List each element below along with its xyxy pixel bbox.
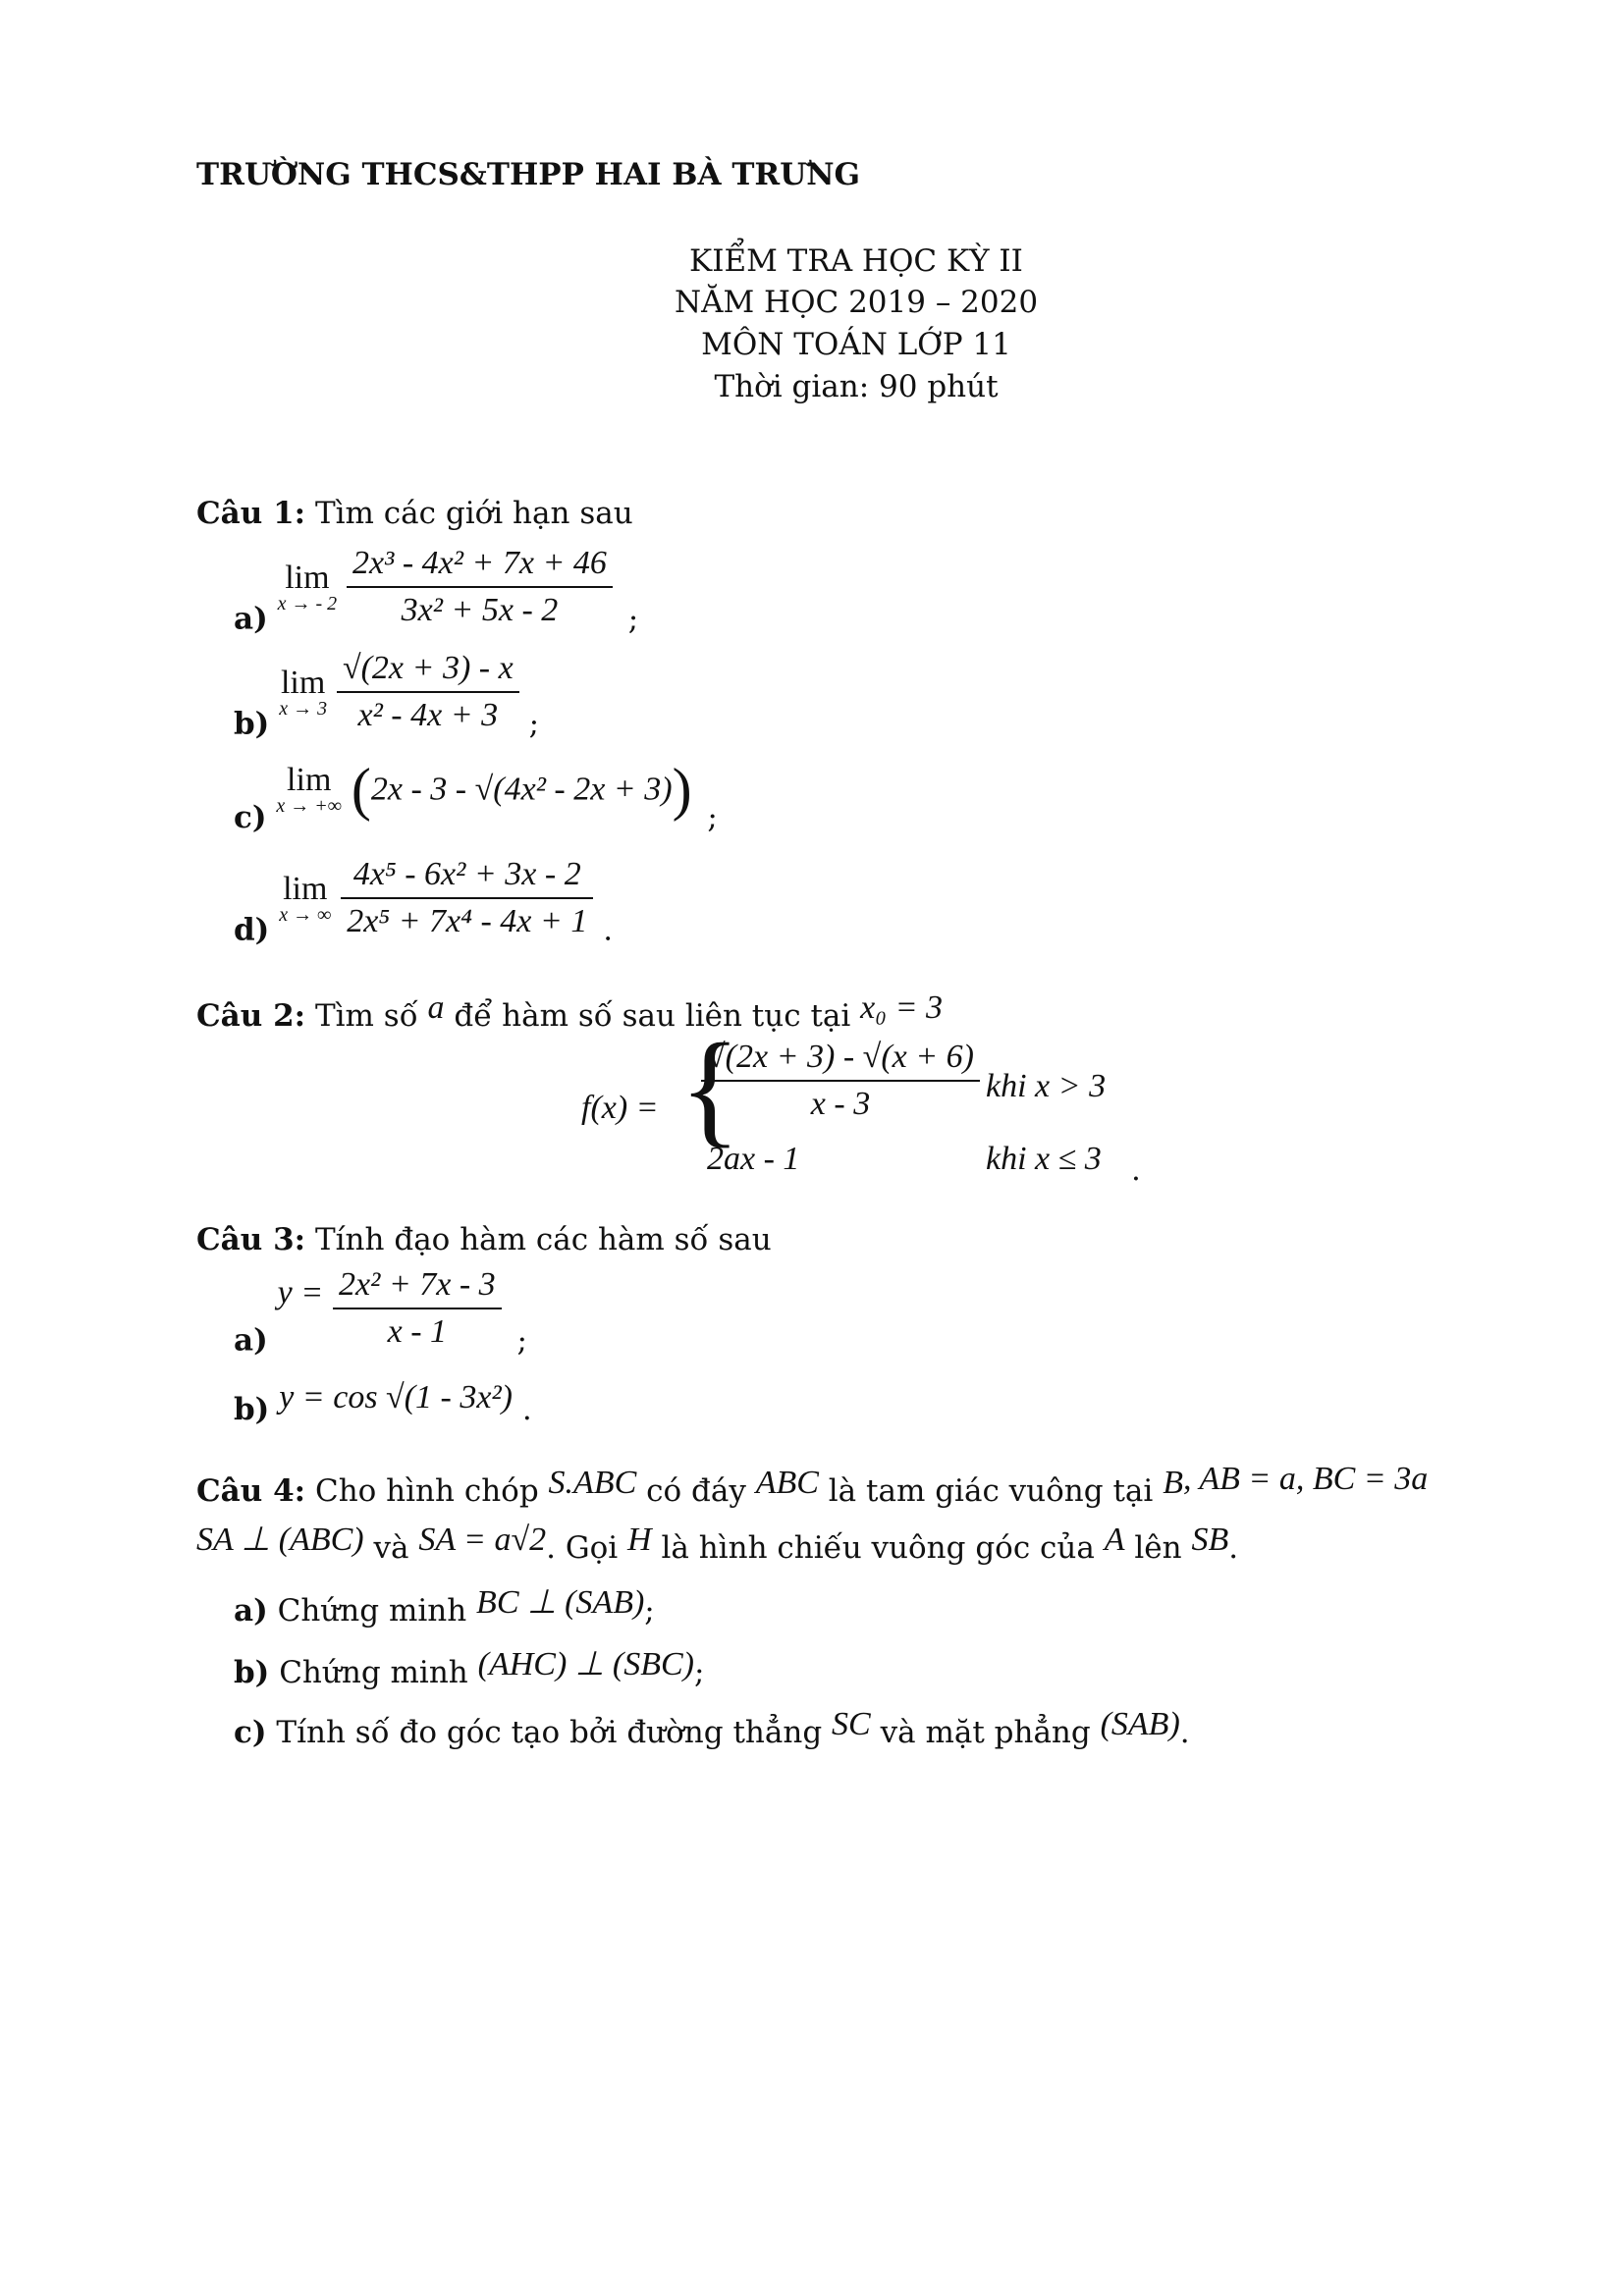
variable: a	[427, 989, 445, 1026]
question-1-heading	[196, 496, 633, 531]
question-text: và mặt phẳng	[880, 1715, 1091, 1750]
math-inline: A	[1104, 1522, 1125, 1558]
question-1c: c) lim x → +∞ (2x - 3 - √(4x² - 2x + 3)) ;	[234, 757, 718, 835]
math-inline: SA ⊥ (ABC)	[196, 1522, 364, 1558]
question-3a	[234, 1266, 527, 1359]
numerator: 4x⁵ - 6x² + 3x - 2	[341, 856, 593, 899]
point: x₀ = 3	[860, 989, 944, 1026]
item-label: d)	[234, 912, 270, 948]
denominator: 3x² + 5x - 2	[401, 592, 559, 628]
item-end: ;	[528, 706, 540, 742]
item-label: c)	[234, 1715, 267, 1750]
math-inline: B	[1163, 1465, 1183, 1501]
question-text: có đáy	[646, 1473, 746, 1509]
limit-operator: lim x → ∞	[279, 870, 332, 926]
item-label: b)	[234, 706, 270, 742]
case-2-condition: khi x ≤ 3	[986, 1141, 1102, 1177]
question-text: Tính số đo góc tạo bởi đường thẳng	[276, 1715, 823, 1750]
question-4b	[234, 1644, 704, 1690]
question-text: Tìm các giới hạn sau	[314, 496, 633, 531]
question-3-heading	[196, 1222, 772, 1257]
question-4-line-2: SA ⊥ (ABC) và SA = a√2. Gọi H là hình chiếu vuông góc của A lên SB.	[196, 1522, 1239, 1566]
case-2: 2ax - 1	[707, 1141, 800, 1177]
question-1a	[234, 545, 638, 637]
question-text: Chứng minh	[277, 1593, 467, 1629]
limit-expression: 2x - 3 - √(4x² - 2x + 3)	[370, 771, 673, 808]
item-end: ;	[707, 800, 718, 835]
denominator: 2x⁵ + 7x⁴ - 4x + 1	[347, 903, 588, 939]
exam-title: KIỂM TRA HỌC KỲ II	[689, 243, 1023, 279]
exam-subject: MÔN TOÁN LỚP 11	[701, 327, 1011, 362]
case-1-condition: khi x > 3	[986, 1068, 1107, 1104]
function-name: f(x) =	[581, 1090, 659, 1126]
math-inline: SC	[832, 1706, 871, 1742]
item-end: ;	[627, 601, 639, 637]
limit-operator: lim x → +∞	[276, 762, 343, 817]
item-label: b)	[234, 1392, 270, 1427]
question-label: Câu 4:	[196, 1473, 306, 1509]
exam-time: Thời gian: 90 phút	[714, 369, 999, 404]
item-label: c)	[234, 800, 267, 835]
question-text: và	[373, 1530, 409, 1566]
item-end: .	[521, 1392, 532, 1427]
denominator: x - 1	[387, 1313, 448, 1350]
school-name: TRƯỜNG THCS&THPP HAI BÀ TRƯNG	[196, 157, 861, 192]
question-text: là hình chiếu vuông góc của	[661, 1530, 1095, 1566]
item-end: ;	[516, 1322, 527, 1359]
item-label: b)	[234, 1655, 270, 1690]
exam-year: NĂM HỌC 2019 – 2020	[674, 285, 1039, 320]
lhs: y =	[277, 1274, 324, 1311]
numerator: 2x² + 7x - 3	[333, 1266, 502, 1309]
question-text: Tính đạo hàm các hàm số sau	[314, 1222, 772, 1257]
question-text: . Gọi	[546, 1530, 619, 1566]
expression: y = cos √(1 - 3x²)	[279, 1379, 513, 1415]
numerator: √(2x + 3) - x	[337, 650, 519, 693]
denominator: x² - 4x + 3	[357, 697, 499, 733]
question-4a	[234, 1582, 655, 1629]
denominator: x - 3	[810, 1086, 871, 1122]
item-end: .	[1179, 1715, 1190, 1750]
limit-operator: lim x → 3	[279, 664, 328, 720]
numerator: √(2x + 3) - √(x + 6)	[701, 1039, 980, 1082]
question-label: Câu 2:	[196, 998, 306, 1034]
item-end: ;	[644, 1593, 655, 1629]
question-text: để hàm số sau liên tục tại	[454, 998, 851, 1034]
numerator: 2x³ - 4x² + 7x + 46	[347, 545, 613, 588]
question-text: lên	[1134, 1530, 1182, 1566]
item-label: a)	[234, 601, 268, 637]
limit-sub: x → ∞	[279, 903, 332, 926]
math-inline: S.ABC	[548, 1465, 637, 1501]
fraction	[341, 856, 593, 940]
limit-operator: lim x → - 2	[277, 559, 338, 614]
question-text: Cho hình chóp	[314, 1473, 539, 1509]
item-end: .	[1131, 1152, 1141, 1188]
fraction	[333, 1266, 502, 1351]
item-end: .	[603, 912, 614, 948]
question-1b	[234, 650, 539, 742]
question-2-heading	[196, 989, 943, 1034]
math-inline: BC ⊥ (SAB)	[476, 1584, 645, 1621]
math-inline: (SAB)	[1100, 1706, 1180, 1742]
question-1d	[234, 856, 613, 948]
fraction	[347, 545, 613, 629]
math-inline: SB	[1191, 1522, 1229, 1558]
item-end: ;	[693, 1655, 705, 1690]
math-inline: H	[627, 1522, 652, 1558]
item-label: a)	[234, 1322, 268, 1359]
question-4-line-1	[196, 1461, 1428, 1509]
question-text: Chứng minh	[279, 1655, 468, 1690]
case-1-fraction	[701, 1039, 980, 1123]
question-label: Câu 1:	[196, 496, 306, 531]
math-inline: (AHC) ⊥ (SBC)	[477, 1646, 694, 1682]
math-inline: SA = a√2	[418, 1522, 547, 1558]
question-4c	[234, 1706, 1190, 1750]
question-text: là tam giác vuông tại	[828, 1473, 1154, 1509]
limit-sub: x → +∞	[276, 795, 343, 817]
question-text: Tìm số	[314, 998, 418, 1034]
question-3b	[234, 1379, 532, 1427]
question-label: Câu 3:	[196, 1222, 306, 1257]
limit-sub: x → - 2	[277, 592, 338, 614]
limit-sub: x → 3	[279, 697, 328, 720]
fraction	[337, 650, 519, 734]
math-inline: ABC	[755, 1465, 819, 1501]
math-inline: , AB = a, BC = 3a	[1182, 1461, 1429, 1497]
item-label: a)	[234, 1593, 268, 1629]
